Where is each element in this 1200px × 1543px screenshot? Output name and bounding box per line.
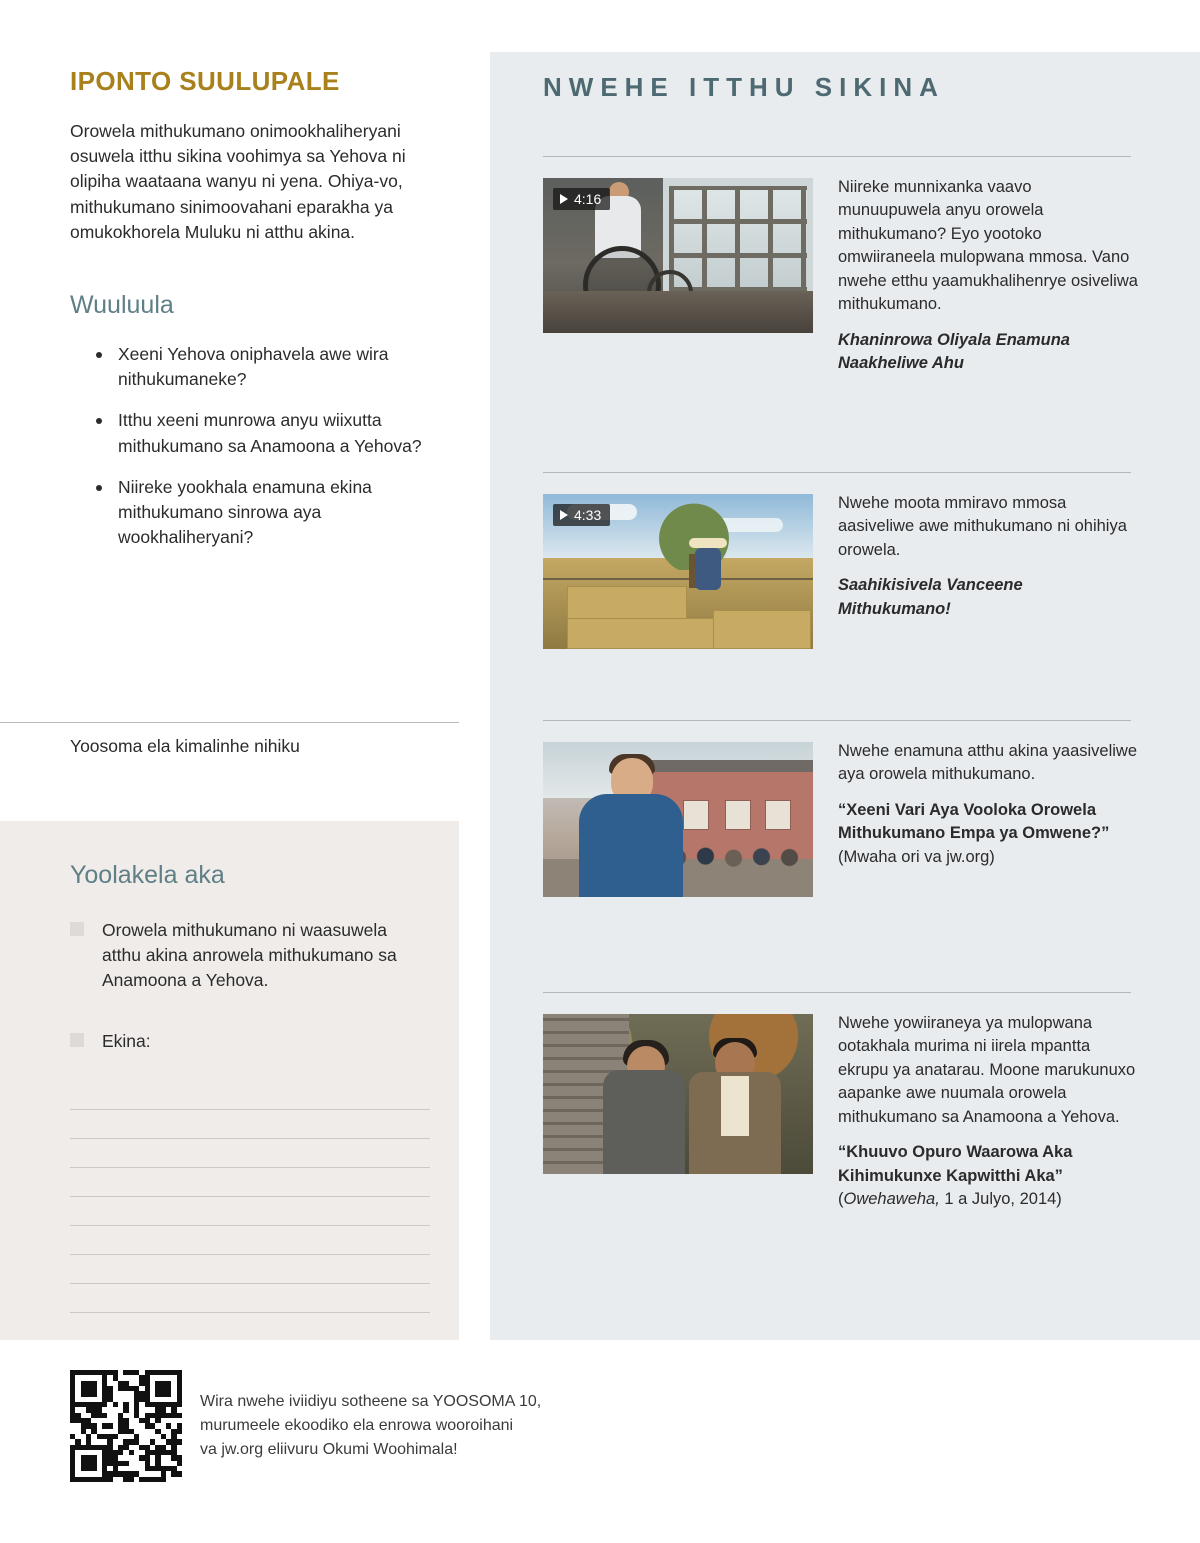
discussion-questions <box>70 342 460 550</box>
divider <box>543 992 1131 993</box>
intro-paragraph: Orowela mithukumano onimookhaliheryani osuwela itthu sikina voohimya sa Yehova ni olipiha waataana wanyu ni yena. Ohiya-vo, mithukumano sinimoovahani eparakha ya omukokhorela Muluku ni atthu akina. <box>70 121 406 242</box>
list-item: Xeeni Yehova oniphavela awe wira nithukumaneke? <box>96 342 460 392</box>
list-item: Niireke yookhala enamuna ekina mithukumano sinrowa aya wookhaliheryani? <box>96 475 460 551</box>
divider <box>543 720 1131 721</box>
footer <box>70 1370 770 1500</box>
item-title: Saahikisivela Vanceene Mithukumano! <box>838 576 1023 618</box>
goal-row[interactable] <box>70 918 430 994</box>
item-source: (Mwaha ori va jw.org) <box>838 847 995 866</box>
checkbox[interactable] <box>70 922 84 936</box>
write-in-line[interactable] <box>70 1110 430 1139</box>
page-title: IPONTO SUULUPALE <box>70 66 340 96</box>
item-title: “Xeeni Vari Aya Vooloka Orowela Mithukumano Empa ya Omwene?” <box>838 800 1110 843</box>
item-title: “Khuuvo Opuro Waarowa Aka Kihimukunxe Kapwitthi Aka” <box>838 1143 1073 1185</box>
item-source-publication: Owehaweha, <box>843 1189 940 1208</box>
list-item: Itthu xeeni munrowa anyu wiixutta mithukumano sa Anamoona a Yehova? <box>96 408 460 458</box>
item-text: Nwehe yowiiraneya ya mulopwana ootakhala murima ni iirela mpantta ekrupu ya anatarau. Moone marukunuxo aapanke awe nuumala orowela mithukumano sa Anamoona a Yehova. “Khuuvo Opuro Waarowa Aka Kihimukunxe Kapwitthi Aka” (Owehaweha, 1 a Julyo, 2014) <box>838 1012 1138 1211</box>
goal-row[interactable] <box>70 1029 430 1054</box>
couple-walking-outdoors-photo <box>543 1014 813 1174</box>
footer-line-1: Wira nwehe iviidiyu sotheene sa YOOSOMA 10, <box>200 1393 542 1410</box>
write-in-line[interactable] <box>70 1197 430 1226</box>
list-item[interactable] <box>543 720 1143 990</box>
list-item[interactable] <box>543 992 1143 1292</box>
video-duration-badge <box>553 188 610 210</box>
checkbox[interactable] <box>70 1033 84 1047</box>
video-duration-badge <box>553 504 610 526</box>
write-in-line[interactable] <box>70 1284 430 1313</box>
write-in-line[interactable] <box>70 1081 430 1110</box>
item-text <box>838 492 1138 633</box>
write-in-line[interactable] <box>70 1139 430 1168</box>
duration-label: 4:33 <box>574 507 602 523</box>
footer-publication-title: Okumi Woohimala! <box>322 1441 458 1458</box>
panel-heading: NWEHE ITTHU SIKINA <box>543 72 945 102</box>
video-list-panel <box>490 52 1200 1340</box>
play-icon <box>560 194 568 204</box>
item-body: Niireke munnixanka vaavo munuupuwela anyu orowela mithukumano? Eyo yootoko omwiiraneela mulopwana mmosa. Vano nwehe etthu yaamukhalihenrye osiveliwa mithukumano. <box>838 178 1138 314</box>
play-icon <box>560 510 568 520</box>
article-thumbnail[interactable] <box>543 1014 813 1174</box>
divider <box>0 722 459 723</box>
item-text <box>838 176 1138 387</box>
list-item[interactable] <box>543 156 1143 456</box>
write-in-line[interactable] <box>70 1226 430 1255</box>
my-goals-panel <box>0 821 459 1340</box>
item-title: Khaninrowa Oliyala Enamuna Naakheliwe Ahu <box>838 330 1070 372</box>
item-body: Nwehe yowiiraneya ya mulopwana ootakhala murima ni iirela mpantta ekrupu ya anatarau. Moone marukunuxo aapanke awe nuumala orowela mithukumano sa Anamoona a Yehova. <box>838 1014 1136 1126</box>
footer-line-2: murumeele ekoodiko ela enrowa wooroihani <box>200 1417 514 1434</box>
daily-reading-label: Yoosoma ela kimalinhe nihiku <box>70 736 300 756</box>
write-in-lines[interactable] <box>70 1081 430 1313</box>
young-man-outside-kingdom-hall-photo <box>543 742 813 897</box>
item-source-date: 1 a Julyo, 2014) <box>939 1189 1062 1208</box>
write-in-line[interactable] <box>70 1255 430 1284</box>
section-heading-discuss: Wuuluula <box>70 290 174 319</box>
footer-line-3: va jw.org eliivuru <box>200 1441 323 1458</box>
item-body: Nwehe moota mmiravo mmosa aasiveliwe awe mithukumano ni ohihiya orowela. <box>838 494 1127 559</box>
list-item[interactable] <box>543 472 1143 732</box>
footer-text <box>200 1390 720 1462</box>
left-column <box>0 0 490 1340</box>
video-thumbnail[interactable] <box>543 178 813 333</box>
article-thumbnail[interactable] <box>543 742 813 897</box>
goal-label: Ekina: <box>102 1031 151 1051</box>
lesson-intro-block <box>70 66 460 566</box>
section-heading-goals: Yoolakela aka <box>70 861 225 889</box>
item-body: Nwehe enamuna atthu akina yaasiveliwe aya orowela mithukumano. <box>838 742 1138 784</box>
qr-code-icon[interactable] <box>70 1370 182 1482</box>
write-in-line[interactable] <box>70 1168 430 1197</box>
goal-label: Orowela mithukumano ni waasuwela atthu akina anrowela mithukumano sa Anamoona a Yehova. <box>102 920 397 991</box>
video-thumbnail[interactable] <box>543 494 813 649</box>
divider <box>543 472 1131 473</box>
item-text <box>838 740 1138 881</box>
duration-label: 4:16 <box>574 191 602 207</box>
divider <box>543 156 1131 157</box>
